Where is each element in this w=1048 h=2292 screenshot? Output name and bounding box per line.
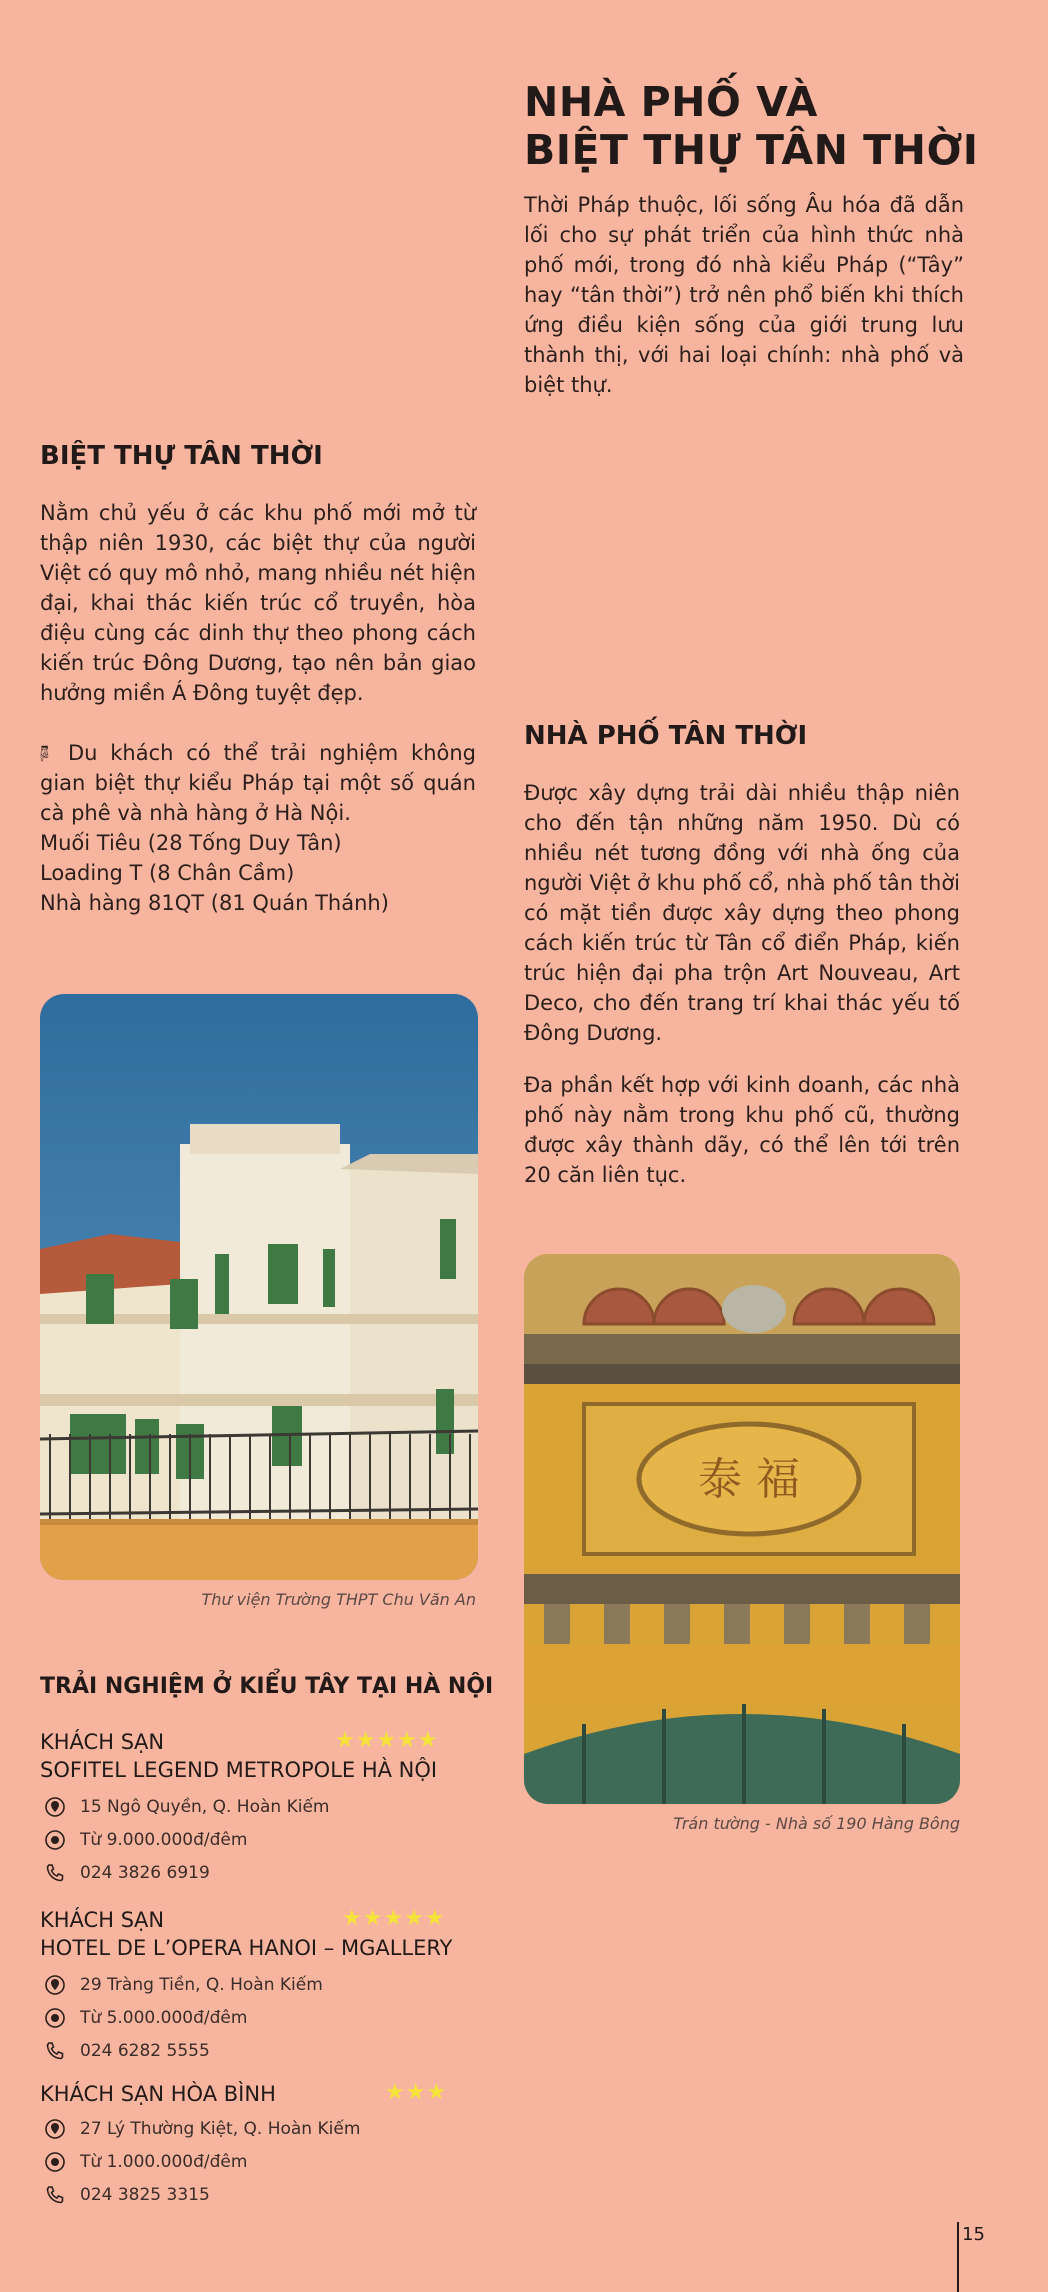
money-icon [44,2151,66,2173]
hotel-phone: 024 3826 6919 [80,1862,210,1883]
hotel-price: Từ 1.000.000đ/đêm [80,2151,248,2172]
location-pin-icon [44,1974,66,1996]
hotel-address-row [40,1968,480,2001]
page-number-rule [957,2222,959,2292]
villa-body: Nằm chủ yếu ở các khu phố mới mở từ thập niên 1930, các biệt thự của người Việt có quy mô nhỏ, mang nhiều nét hiện đại, khai thác kiến trúc cổ truyền, hòa điệu cùng các dinh thự theo phong cách kiến trúc Đông Dương, tạo nên bản giao hưởng miền Á Đông tuyệt đẹp. [40,501,476,705]
hotel-card [40,1728,480,1889]
hotel-card [40,1906,480,2067]
hotel-price: Từ 9.000.000đ/đêm [80,1829,248,1850]
hand-pointing-icon: 🖗 [40,741,56,765]
hotel-phone-row [40,2034,480,2067]
hotel-name-line1: KHÁCH SẠN [40,1730,165,1754]
townhouse-section-title: NHÀ PHỐ TÂN THỜI [524,721,808,751]
hotel-name-line2: SOFITEL LEGEND METROPOLE HÀ NỘI [40,1758,438,1782]
hotel-address: 27 Lý Thường Kiệt, Q. Hoàn Kiếm [80,2118,361,2139]
townhouse-body-1: Được xây dựng trải dài nhiều thập niên cho đến tận những năm 1950. Dù có nhiều nét tương đồng với nhà ống của người Việt ở khu phố cổ, nhà phố tân thời có mặt tiền được xây dựng theo phong cách kiến trúc từ Tân cổ điển Pháp, kiến trúc hiện đại pha trộn Art Nouveau, Art Deco, cho đến trang trí khai thác yếu tố Đông Dương. [524,781,960,1045]
hotel-address-row [40,1790,480,1823]
townhouse-photo [524,1254,960,1804]
villa-photo-illustration [40,994,478,1580]
hotel-name-line2: HOTEL DE L’OPERA HANOI – MGALLERY [40,1936,453,1960]
phone-icon [44,1862,66,1884]
townhouse-photo-caption: Trán tường - Nhà số 190 Hàng Bông [673,1814,960,1833]
villa-photo [40,994,478,1580]
villa-places-list [40,828,476,918]
money-icon [44,1829,66,1851]
villa-tip [40,738,476,828]
hotel-name-line1: KHÁCH SẠN HÒA BÌNH [40,2082,276,2106]
hotel-card [40,2080,480,2211]
phone-icon [44,2184,66,2206]
location-pin-icon [44,2118,66,2140]
hotel-stars: ★★★★★ [342,1906,446,1931]
page-number: 15 [962,2224,985,2245]
page-title-line2: BIỆT THỰ TÂN THỜI [524,126,979,174]
hotel-price-row [40,2001,480,2034]
villa-photo-caption: Thư viện Trường THPT Chu Văn An [201,1590,476,1609]
list-item: Loading T (8 Chân Cầm) [40,861,295,885]
hotel-price-row [40,2145,480,2178]
hotel-phone-row [40,1856,480,1889]
hotel-price: Từ 5.000.000đ/đêm [80,2007,248,2028]
hotel-address-row [40,2112,480,2145]
page-title-line1: NHÀ PHỐ VÀ [524,78,818,126]
townhouse-photo-characters: 泰 福 [698,1454,800,1505]
money-icon [44,2007,66,2029]
list-item: Muối Tiêu (28 Tống Duy Tân) [40,831,342,855]
hotel-stars: ★★★★★ [335,1728,439,1753]
page-title [524,78,994,174]
villa-tip-text: Du khách có thể trải nghiệm không gian biệt thự kiểu Pháp tại một số quán cà phê và nhà hàng ở Hà Nội. [40,741,476,825]
hotel-phone: 024 3825 3315 [80,2184,210,2205]
intro-paragraph: Thời Pháp thuộc, lối sống Âu hóa đã dẫn lối cho sự phát triển của hình thức nhà phố mới, trong đó nhà kiểu Pháp (“Tây” hay “tân thời”) trở nên phổ biến khi thích ứng điều kiện sống của giới trung lưu thành thị, với hai loại chính: nhà phố và biệt thự. [524,193,964,397]
hotel-stars: ★★★ [385,2080,448,2105]
hotel-phone: 024 6282 5555 [80,2040,210,2061]
hotel-phone-row [40,2178,480,2211]
list-item: Nhà hàng 81QT (81 Quán Thánh) [40,891,389,915]
villa-section-title: BIỆT THỰ TÂN THỜI [40,441,323,471]
location-pin-icon [44,1796,66,1818]
hotels-section-title: TRẢI NGHIỆM Ở KIỂU TÂY TẠI HÀ NỘI [40,1674,494,1699]
townhouse-photo-illustration [524,1254,960,1804]
hotel-address: 29 Tràng Tiền, Q. Hoàn Kiếm [80,1974,323,1995]
hotel-price-row [40,1823,480,1856]
hotel-address: 15 Ngô Quyền, Q. Hoàn Kiếm [80,1796,330,1817]
hotel-name-line1: KHÁCH SẠN [40,1908,165,1932]
townhouse-body-2: Đa phần kết hợp với kinh doanh, các nhà phố này nằm trong khu phố cũ, thường được xây thành dãy, có thể lên tới trên 20 căn liên tục. [524,1073,960,1187]
phone-icon [44,2040,66,2062]
